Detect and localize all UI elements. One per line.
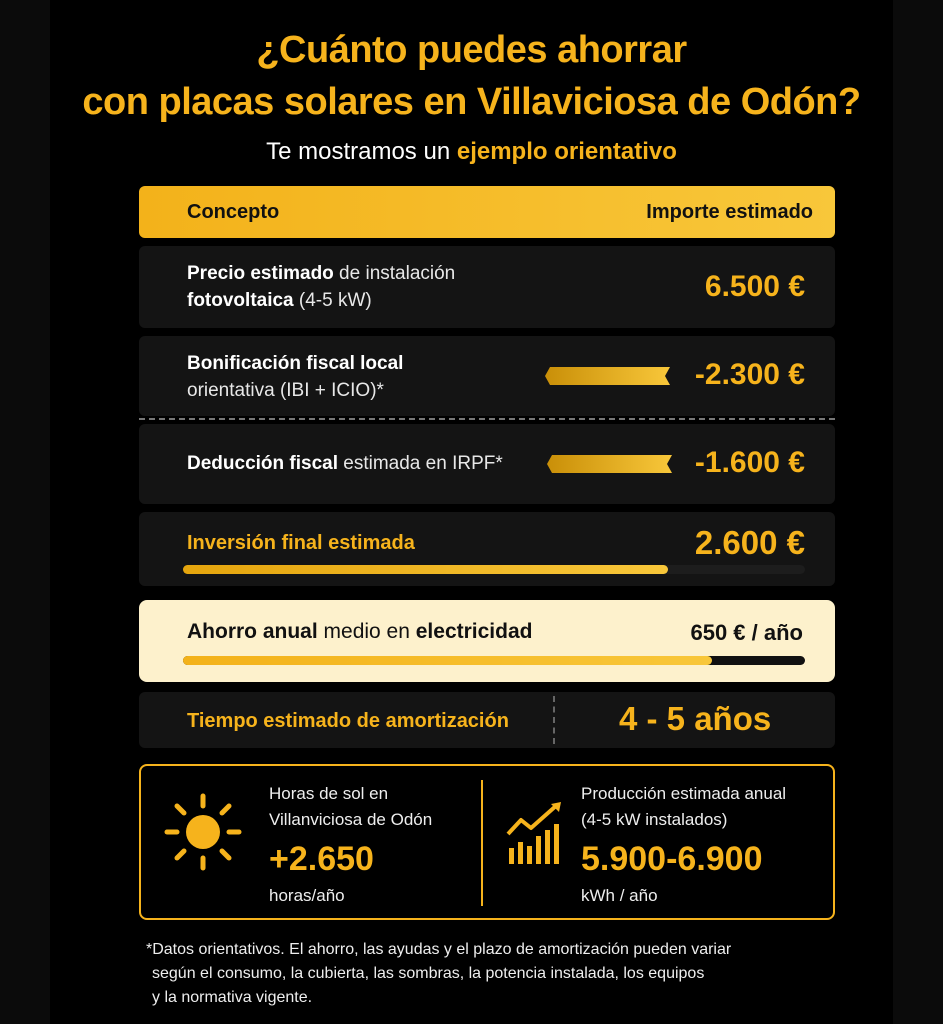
footnote: [146, 938, 836, 1010]
row-label: [187, 350, 403, 404]
row-label-text: estimada en IRPF*: [338, 453, 503, 474]
title-line-1: ¿Cuánto puedes ahorrar: [256, 29, 687, 71]
table-row-irpf-deduction: [139, 424, 835, 504]
column-header-concept: Concepto: [187, 201, 280, 223]
dashed-divider: [139, 418, 835, 420]
savings-label-bold: Ahorro anual: [187, 620, 318, 643]
footnote-line-2: según el consumo, la cubierta, las sombras, la potencia instalada, los equipos: [152, 965, 705, 982]
payback-value: 4 - 5 años: [619, 700, 772, 737]
sun-hours-unit: horas/año: [269, 886, 345, 905]
stats-divider: [481, 780, 483, 906]
subtitle-prefix: Te mostramos un: [266, 138, 451, 165]
sun-hours-line2: Villanviciosa de Odón: [269, 810, 433, 829]
annual-savings-track: [183, 656, 805, 665]
footnote-line-1: *Datos orientativos. El ahorro, las ayudas y el plazo de amortización pueden variar: [146, 941, 732, 958]
production-line1: Producción estimada anual: [581, 784, 787, 803]
savings-label-text: medio en: [317, 620, 416, 643]
production-value: 5.900-6.900: [581, 840, 763, 878]
payback-separator: [553, 696, 555, 744]
table-header: [139, 186, 835, 238]
row-label-bold-2: fotovoltaica: [187, 290, 294, 311]
final-investment-row: [139, 512, 835, 586]
production-line2: (4-5 kW instalados): [581, 810, 728, 829]
table-row-local-bonus: [139, 336, 835, 416]
row-label: [187, 260, 455, 314]
row-label-bold: Deducción fiscal: [187, 453, 338, 474]
final-investment-track: [183, 565, 805, 574]
column-header-amount: Importe estimado: [646, 201, 813, 223]
row-label-bold: Precio estimado: [187, 263, 334, 284]
footnote-line-3: y la normativa vigente.: [152, 989, 313, 1006]
final-investment-label: Inversión final estimada: [187, 532, 415, 554]
arrow-bar-icon: [545, 367, 670, 385]
sun-icon: [163, 792, 243, 872]
subtitle-highlight: ejemplo orientativo: [456, 138, 677, 165]
savings-label-bold-2: electricidad: [415, 620, 533, 643]
final-investment-progress: [183, 565, 668, 574]
stats-panel: [139, 764, 835, 920]
row-amount: 6.500 €: [704, 270, 805, 303]
final-investment-amount: 2.600 €: [694, 524, 805, 561]
title-line-2: con placas solares en Villaviciosa de Odón?: [82, 81, 861, 123]
annual-savings-progress: [183, 656, 712, 665]
row-amount: -1.600 €: [694, 446, 805, 479]
row-amount: -2.300 €: [694, 358, 805, 391]
payback-label: Tiempo estimado de amortización: [187, 710, 509, 732]
table-row-installation-price: [139, 246, 835, 328]
annual-savings-label: [187, 620, 532, 644]
sun-hours-value: +2.650: [269, 840, 374, 878]
row-label-bold: Bonificación fiscal local: [187, 353, 404, 374]
row-label-text: orientativa (IBI + ICIO)*: [187, 380, 384, 401]
production-unit: kWh / año: [581, 886, 658, 905]
row-label-text: de instalación: [333, 263, 456, 284]
growth-chart-icon: [505, 800, 561, 866]
arrow-bar-icon: [547, 455, 672, 473]
annual-savings-row: [139, 600, 835, 682]
row-label-text-2: (4-5 kW): [293, 290, 372, 311]
subtitle: [0, 138, 943, 166]
page-title: [0, 24, 943, 128]
payback-row: [139, 692, 835, 748]
annual-savings-amount: 650 € / año: [690, 620, 803, 645]
sun-hours-line1: Horas de sol en: [269, 784, 389, 803]
row-label: [187, 450, 503, 477]
